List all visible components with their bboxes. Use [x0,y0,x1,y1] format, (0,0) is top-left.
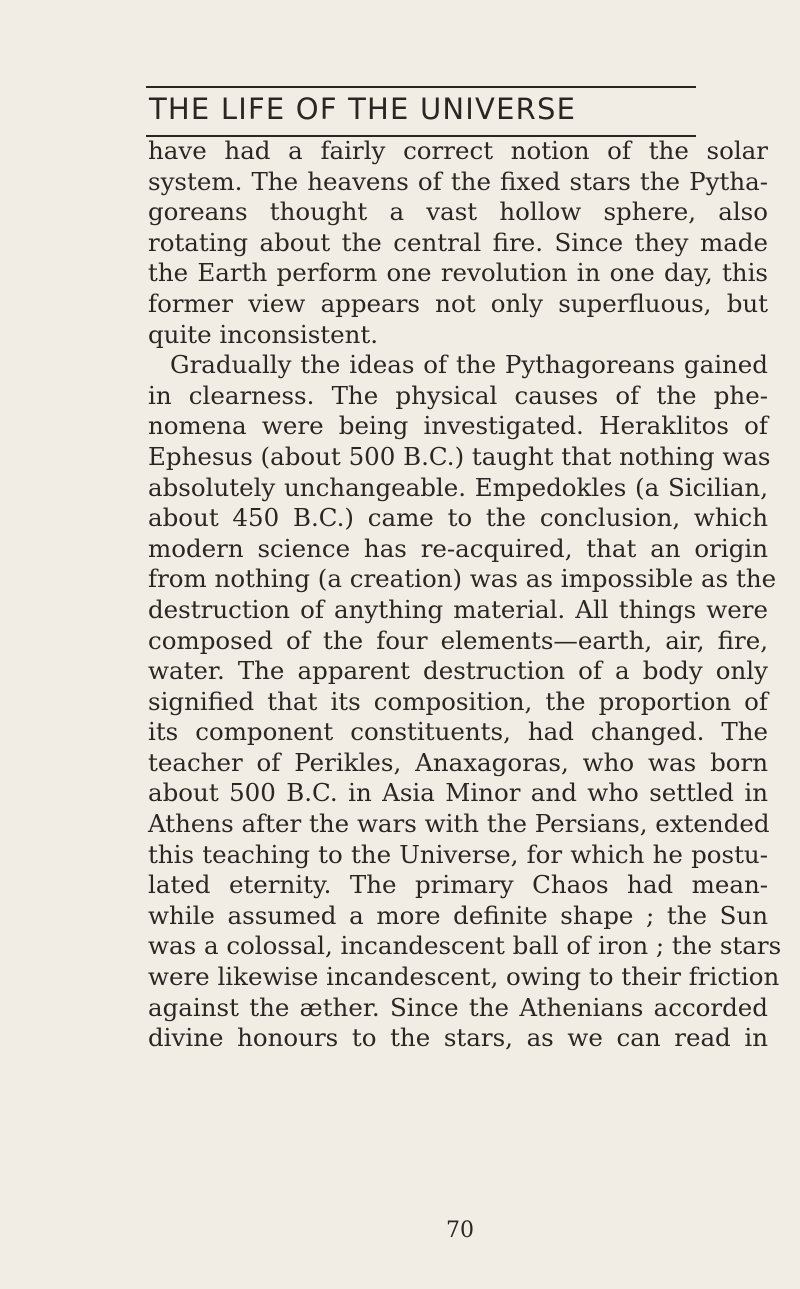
text-line: were likewise incandescent, owing to their friction [148,962,780,992]
text-line: destruction of anything material. All things were [148,594,768,624]
text-line: goreans thought a vast hollow sphere, also [148,197,768,227]
text-line: absolutely unchangeable. Empedokles (a Sicilian, [148,472,768,502]
text-line: composed of the four elements—earth, air, fire, [148,625,768,655]
text-line: in clearness. The physical causes of the phe- [148,380,768,410]
text-line: was a colossal, incandescent ball of iron ; the stars [148,931,782,961]
text-line: about 500 B.C. in Asia Minor and who settled in [148,778,768,808]
page-number: 70 [446,1218,474,1243]
text-line: modern science has re-acquired, that an origin [148,533,768,563]
text-line: rotating about the central fire. Since they made [148,227,768,257]
text-line: this teaching to the Universe, for which he postu- [148,839,768,869]
text-line: signified that its composition, the proportion of [148,686,768,716]
text-line: divine honours to the stars, as we can read in [148,1023,768,1053]
text-line: against the æther. Since the Athenians accorded [148,992,768,1022]
text-line: while assumed a more definite shape ; the Sun [148,900,768,930]
body-text [148,136,782,1054]
text-line: teacher of Perikles, Anaxagoras, who was born [148,747,768,777]
text-line: nomena were being investigated. Heraklitos of [148,411,768,441]
header-rule-top [146,86,696,88]
text-line: from nothing (a creation) was as impossible as the [148,564,777,594]
text-line: Gradually the ideas of the Pythagoreans gained [170,350,768,380]
text-line: water. The apparent destruction of a body only [148,656,768,686]
text-line: have had a fairly correct notion of the solar [148,136,768,165]
text-line: former view appears not only superfluous, but [148,288,768,318]
text-line: system. The heavens of the fixed stars the Pytha- [148,166,768,196]
text-line: its component constituents, had changed. The [148,717,768,747]
text-line: Athens after the wars with the Persians, extended [148,809,770,839]
running-title: THE LIFE OF THE UNIVERSE [149,92,577,126]
text-line: lated eternity. The primary Chaos had mean- [148,870,768,900]
text-line: quite inconsistent. [148,319,379,349]
text-line: about 450 B.C.) came to the conclusion, which [148,503,768,533]
text-line: the Earth perform one revolution in one day, this [148,258,768,288]
text-line: Ephesus (about 500 B.C.) taught that nothing was [148,441,771,471]
